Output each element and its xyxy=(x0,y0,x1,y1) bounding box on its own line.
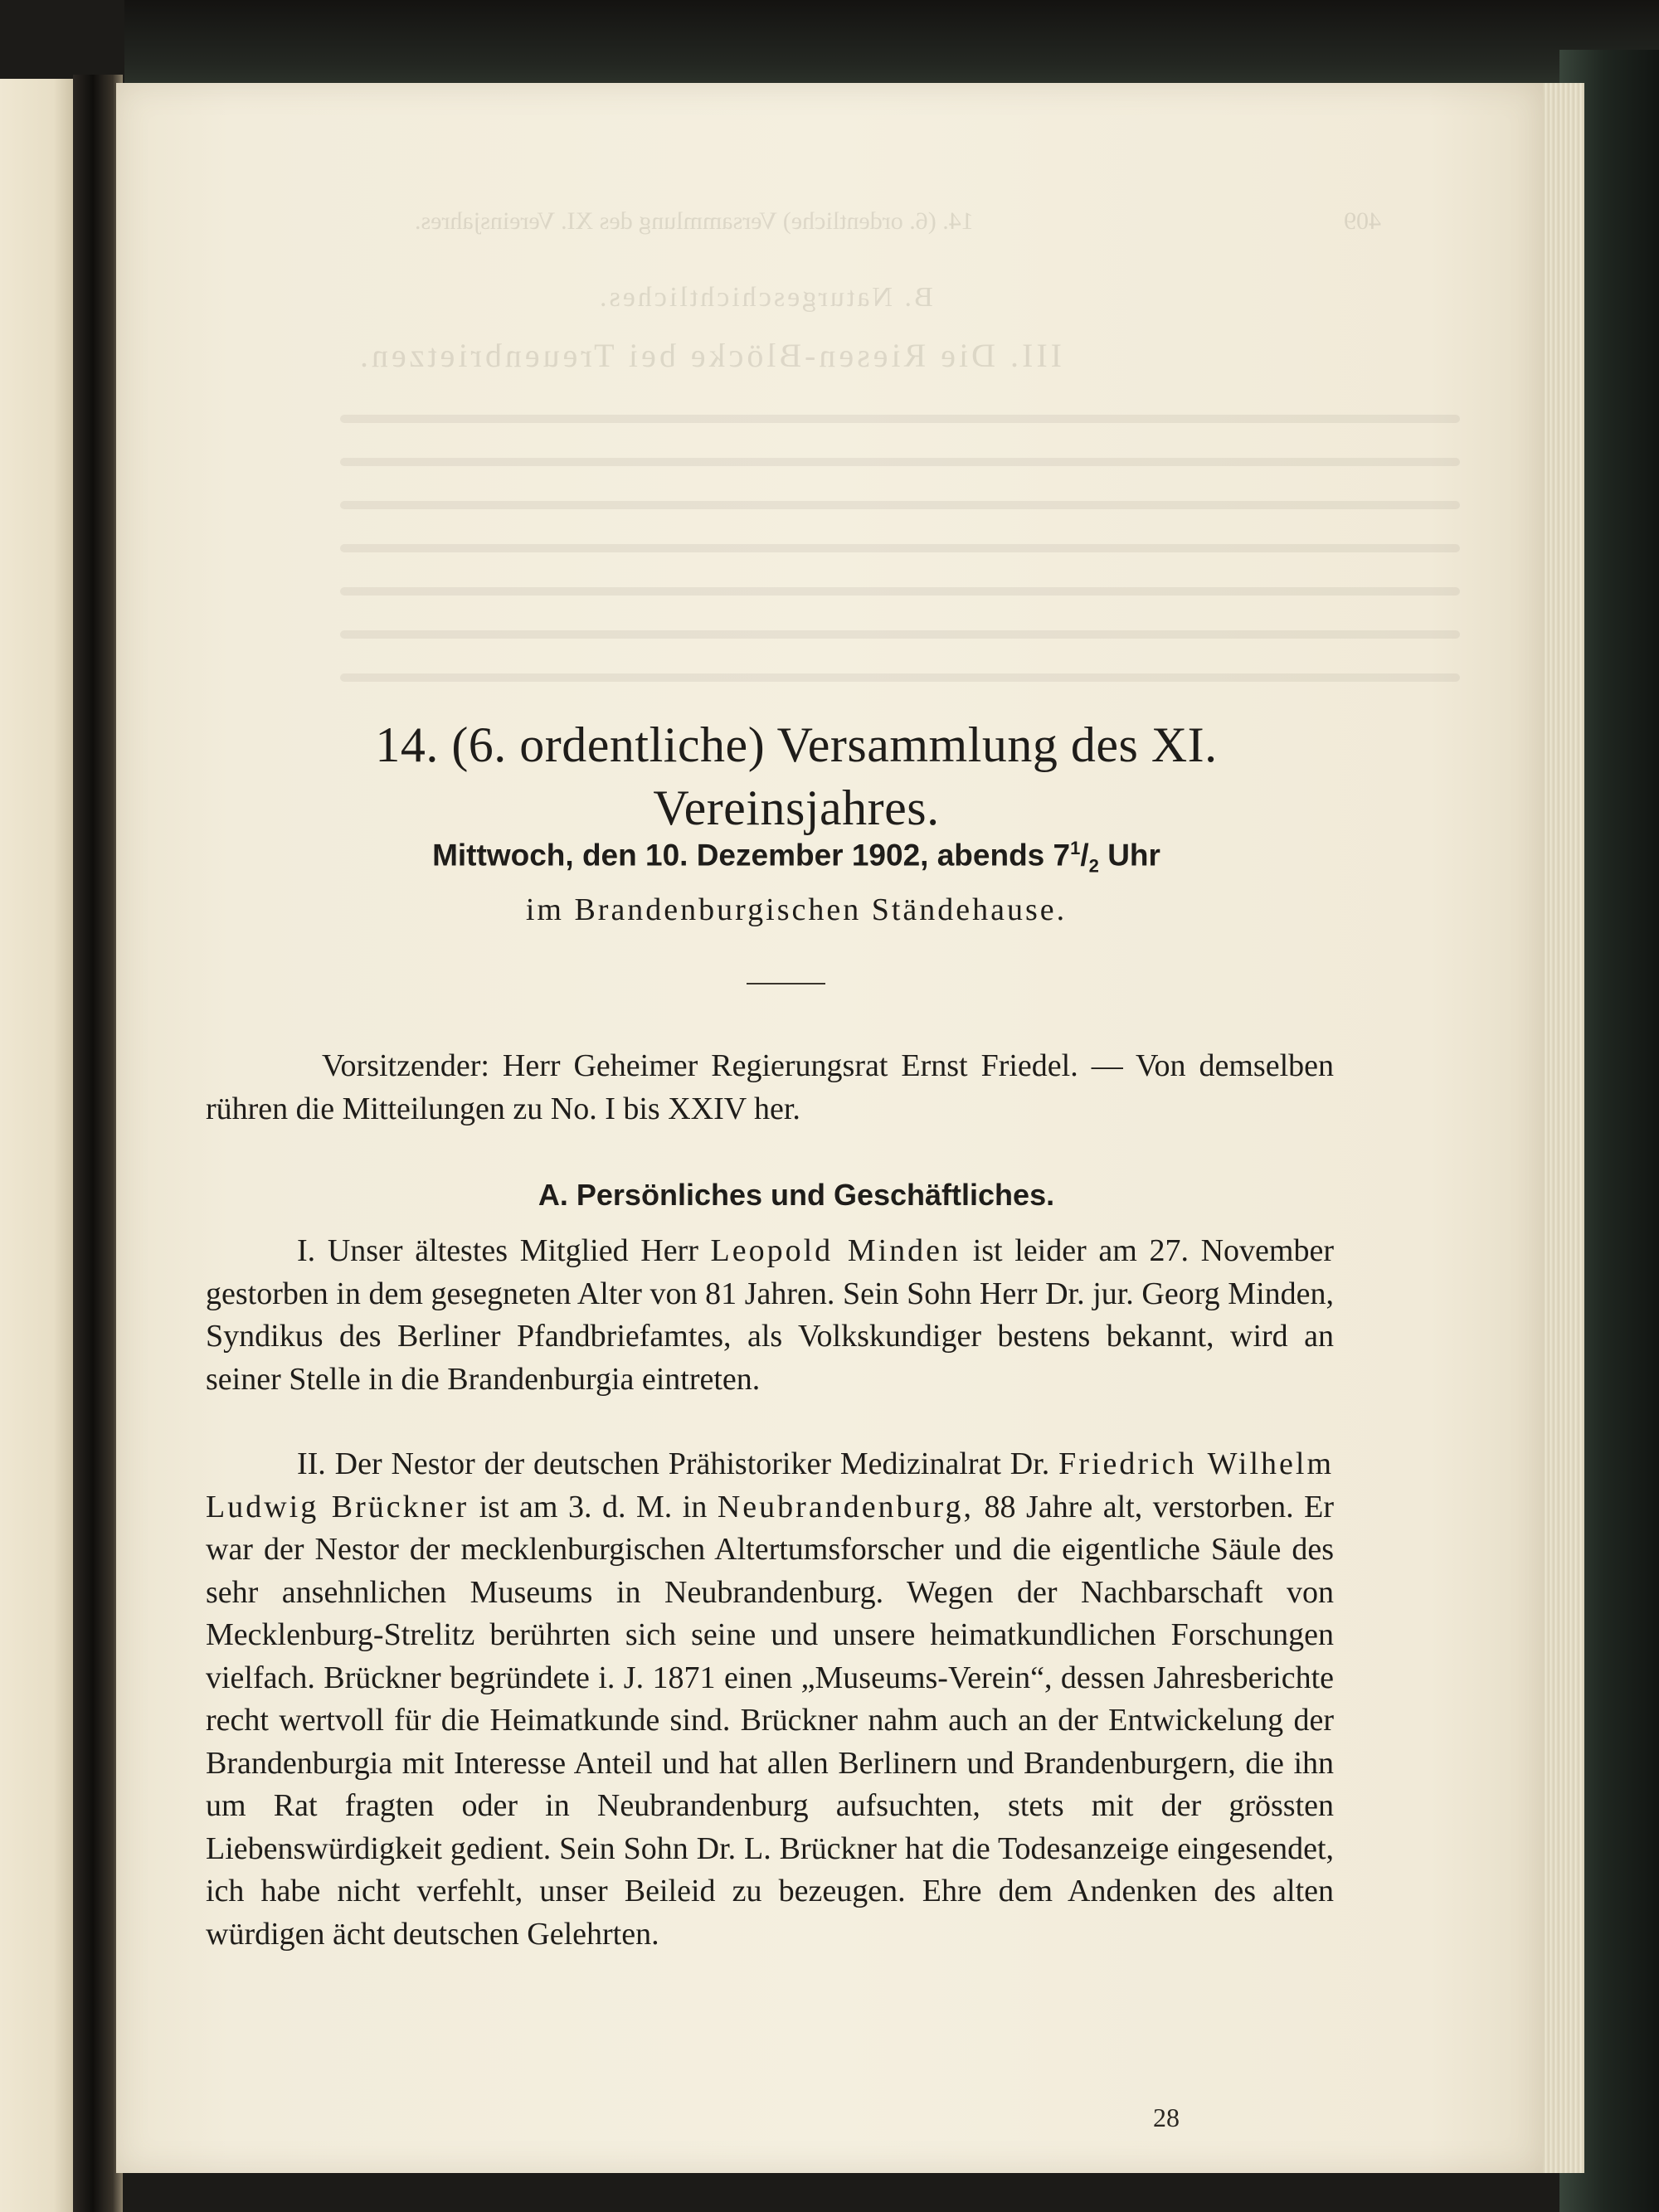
item-text: 88 Jahre alt, verstorben. Er war der Nestor der mecklenburgischen Altertumsforscher und die eigentliche Säule des sehr ansehnlichen Museums in Neubrandenburg. Wegen der Nachbarschaft von Mecklenburg-Strelitz berührten sich seine und unsere heimatkundlichen Forschungen vielfach. Brückner begründete i. J. 1871 einen „Museums-Verein“, dessen Jahresberichte recht wertvoll für die Heimatkunde sind. Brückner nahm auch an der Entwickelung der Brandenburgia mit Interesse Anteil und hat allen Berlinern und Brandenburgern, die ihn um Rat fragten oder in Neubrandenburg aufsuchten, stets mit der grössten Liebenswürdigkeit gedient. Sein Sohn Dr. L. Brückner hat die Todesanzeige eingesendet, ich habe nicht verfehlt, unser Beileid zu bezeugen. Ehre dem Andenken des alten würdigen ächt deutschen Gelehrten. xyxy=(206,1489,1334,1952)
show-through-line xyxy=(340,544,1460,552)
person-name: Leopold Minden xyxy=(710,1233,961,1268)
show-through-item: III. Die Riesen-Blöcke bei Treuenbrietzen. xyxy=(357,337,1063,374)
item-text: Unser ältestes Mitglied Herr xyxy=(327,1233,698,1268)
divider-rule xyxy=(747,983,825,984)
show-through-line xyxy=(340,458,1460,466)
meeting-title: 14. (6. ordentliche) Versammlung des XI. Vereinsjahres. xyxy=(375,717,1218,835)
section-heading: A. Persönliches und Geschäftliches. xyxy=(538,1178,1055,1212)
item-numeral: II. xyxy=(297,1446,326,1481)
place-name: Neubrandenburg, xyxy=(717,1489,975,1524)
book-gutter xyxy=(73,75,123,2212)
meeting-date-text: Mittwoch, den 10. Dezember 1902, abends 7 xyxy=(432,838,1071,873)
paragraph-item-2 xyxy=(206,1443,1334,1956)
show-through-line xyxy=(340,630,1460,639)
chair-paragraph: Vorsitzender: Herr Geheimer Regierungsrat Ernst Friedel. — Von demselben rühren die Mitteilungen zu No. I bis XXIV her. xyxy=(206,1048,1334,1126)
facing-page-edge xyxy=(0,79,76,2212)
show-through-section: B. Naturgeschichtliches. xyxy=(597,282,933,313)
show-through-line xyxy=(340,501,1460,509)
fraction-numerator: 1 xyxy=(1070,838,1081,858)
show-through-line xyxy=(340,673,1460,682)
meeting-place: im Brandenburgischen Ständehause. xyxy=(525,892,1068,927)
item-numeral: I. xyxy=(297,1233,316,1268)
fraction-denominator: 2 xyxy=(1088,855,1099,877)
book-cover-top xyxy=(124,0,1659,91)
item-text: Der Nestor der deutschen Prähistoriker Medizinalrat Dr. xyxy=(334,1446,1050,1481)
paragraph-item-1 xyxy=(206,1230,1334,1401)
show-through-page-number: 409 xyxy=(1344,207,1381,235)
meeting-time-unit: Uhr xyxy=(1107,838,1160,873)
item-text: ist leider am 27. November gestorben in dem gesegneten Alter von 81 Jahren. Sein Sohn Herr Dr. jur. Georg Minden, Syndikus des Berliner Pfandbriefamtes, als Volkskundiger bestens bekannt, wird an seiner Stelle in die Brandenburgia eintreten. xyxy=(206,1233,1335,1397)
show-through-header: 14. (6. ordentliche) Versammlung des XI. Vereinsjahres. xyxy=(415,207,974,235)
page-number: 28 xyxy=(1153,2103,1180,2132)
person-name: Friedrich Wilhelm Ludwig Brückner xyxy=(206,1446,1335,1524)
item-text: ist am 3. d. M. in xyxy=(479,1489,708,1524)
show-through-line xyxy=(340,415,1460,423)
meeting-date: Mittwoch, den 10. Dezember 1902, abends $7^1/_2$ Uhr xyxy=(432,838,1160,877)
show-through-line xyxy=(340,587,1460,596)
